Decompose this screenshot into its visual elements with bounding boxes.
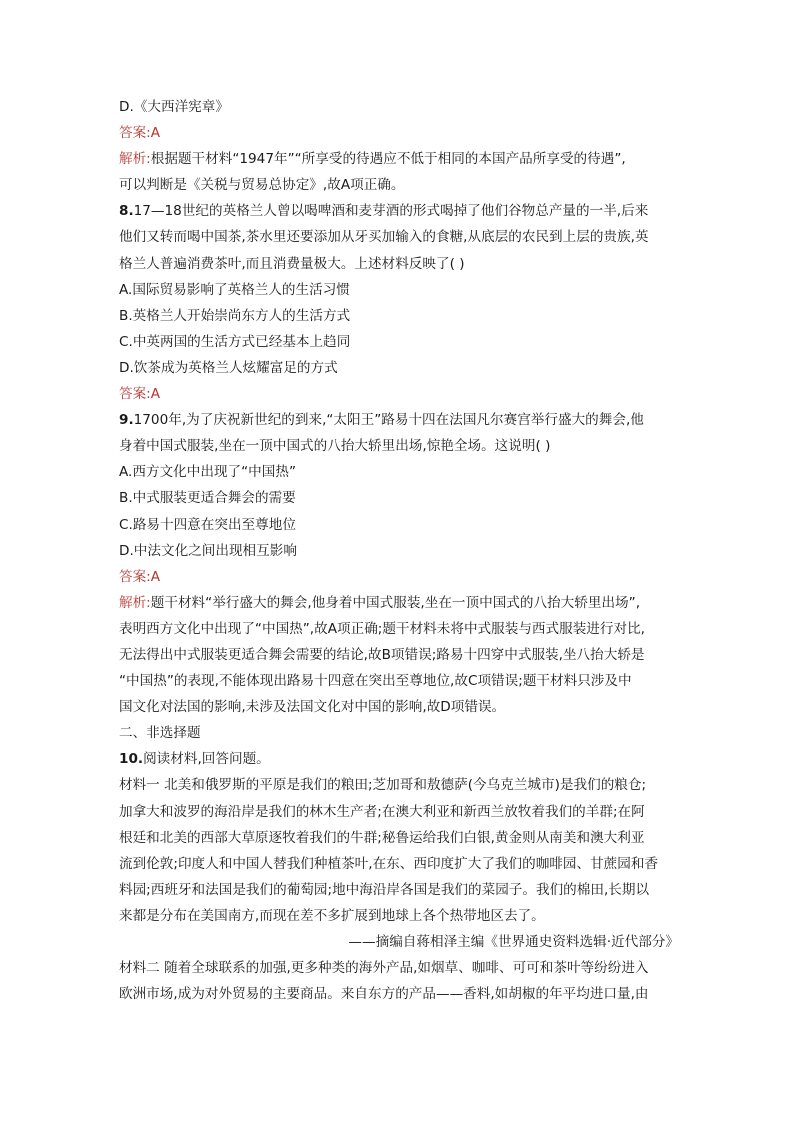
q9-analysis-line-5: 国文化对法国的影响,未涉及法国文化对中国的影响,故D项错误。 xyxy=(119,699,506,716)
q8-stem-text-1: 17—18世纪的英格兰人曾以喝啤酒和麦芽酒的形式喝掉了他们谷物总产量的一半,后来 xyxy=(133,203,649,220)
q10-stem-text: 阅读材料,回答问题。 xyxy=(143,751,270,768)
q7-option-d: D.《大西洋宪章》 xyxy=(119,99,229,115)
q9-analysis-text-1: 题干材料“举行盛大的舞会,他身着中国式服装,坐在一顶中国式的八抬大轿里出场”, xyxy=(150,594,641,611)
q8-option-a: A.国际贸易影响了英格兰人的生活习惯 xyxy=(119,281,350,298)
q8-stem-line-3: 格兰人普遍消费茶叶,而且消费量极大。上述材料反映了( ) xyxy=(119,255,465,272)
q10-material2-line-2: 欧洲市场,成为对外贸易的主要商品。来自东方的产品——香料,如胡椒的年平均进口量,由 xyxy=(119,986,649,1003)
q7-analysis-line-2: 可以判断是《关税与贸易总协定》,故A项正确。 xyxy=(119,177,405,194)
q9-analysis-line-3: 无法得出中式服装更适合舞会需要的结论,故B项错误;路易十四穿中式服装,坐八抬大轿是 xyxy=(119,646,645,663)
q9-analysis-line-4: “中国热”的表现,不能体现出路易十四意在突出至尊地位,故C项错误;题干材料只涉及中 xyxy=(119,673,632,690)
q8-answer: 答案:A xyxy=(119,386,161,403)
q8-stem-line-2: 他们又转而喝中国茶,茶水里还要添加从牙买加输入的食糖,从底层的农民到上层的贵族,英 xyxy=(119,229,649,246)
q10-material2-line-1: 材料二 随着全球联系的加强,更多种类的海外产品,如烟草、咖啡、可可和茶叶等纷纷进入 xyxy=(119,960,649,977)
q9-option-b: B.中式服装更适合舞会的需要 xyxy=(119,490,296,507)
q10-material1-line-2: 加拿大和波罗的海沿岸是我们的林木生产者;在澳大利亚和新西兰放牧着我们的羊群;在阿 xyxy=(119,803,645,820)
q8-option-c: C.中英两国的生活方式已经基本上趋同 xyxy=(119,333,351,350)
q9-option-c: C.路易十四意在突出至尊地位 xyxy=(119,516,296,533)
q9-analysis-line-1 xyxy=(119,590,679,616)
q10-stem-line xyxy=(119,746,679,772)
q10-material1-line-1: 材料一 北美和俄罗斯的平原是我们的粮田;芝加哥和敖德萨(今乌克兰城市)是我们的粮仓; xyxy=(119,777,647,794)
q9-stem-line-1 xyxy=(119,407,679,433)
q9-answer: 答案:A xyxy=(119,568,161,585)
q10-number: 10. xyxy=(119,751,144,768)
q9-option-d: D.中法文化之间出现相互影响 xyxy=(119,542,297,559)
q8-option-d: D.饮茶成为英格兰人炫耀富足的方式 xyxy=(119,359,338,376)
q9-number: 9. xyxy=(119,412,134,429)
q10-material1-line-3: 根廷和北美的西部大草原逐牧着我们的牛群;秘鲁运给我们白银,黄金则从南美和澳大利亚 xyxy=(119,829,645,846)
q10-material1-line-5: 料园;西班牙和法国是我们的葡萄园;地中海沿岸各国是我们的菜园子。我们的棉田,长期以 xyxy=(119,881,650,898)
q7-answer: 答案:A xyxy=(119,125,161,142)
page-content xyxy=(119,94,679,1007)
q7-analysis-text-1: 根据题干材料“1947年”“所享受的待遇应不低于相同的本国产品所享受的待遇”, xyxy=(150,151,626,168)
q9-option-a: A.西方文化中出现了“中国热” xyxy=(119,464,296,481)
q8-stem-line-1 xyxy=(119,198,679,224)
q8-option-b: B.英格兰人开始崇尚东方人的生活方式 xyxy=(119,307,351,324)
q8-number: 8. xyxy=(119,203,134,220)
section-title: 二、非选择题 xyxy=(119,725,201,742)
q7-analysis-line-1 xyxy=(119,146,679,172)
q9-stem-text-1: 1700年,为了庆祝新世纪的到来,“太阳王”路易十四在法国凡尔赛宫举行盛大的舞会,他 xyxy=(133,412,644,429)
q10-material1-line-6: 来都是分布在美国南方,而现在差不多扩展到地球上各个热带地区去了。 xyxy=(119,907,545,924)
q10-material1-line-4: 流到伦敦;印度人和中国人替我们种植茶叶,在东、西印度扩大了我们的咖啡园、甘蔗园和香 xyxy=(119,855,659,872)
q7-analysis-label: 解析: xyxy=(119,151,151,168)
q9-stem-line-2: 身着中国式服装,坐在一顶中国式的八抬大轿里出场,惊艳全场。这说明( ) xyxy=(119,438,551,455)
q9-analysis-line-2: 表明西方文化中出现了“中国热”,故A项正确;题干材料未将中式服装与西式服装进行对比, xyxy=(119,620,645,637)
q10-material1-source: ——摘编自蒋相泽主编《世界通史资料选辑·近代部分》 xyxy=(348,934,679,950)
q9-analysis-label: 解析: xyxy=(119,594,151,611)
